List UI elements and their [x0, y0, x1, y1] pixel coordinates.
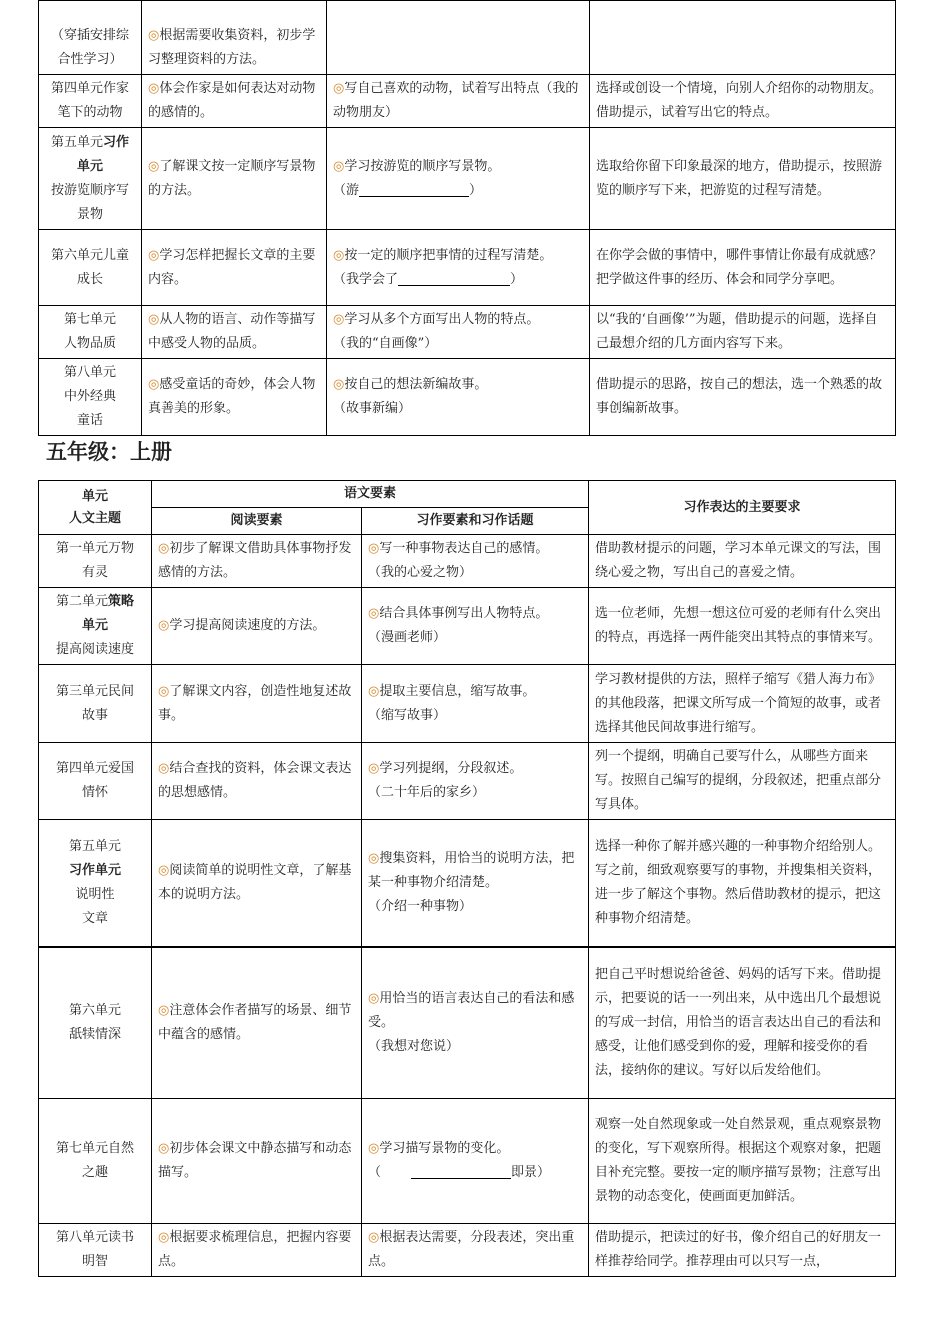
requirement-cell: 选取给你留下印象最深的地方，借助提示，按照游览的顺序写下来，把游览的过程写清楚。 [590, 128, 896, 230]
unit-cell: 第二单元策略 单元 提高阅读速度 [39, 588, 152, 665]
double-circle-icon: ◎ [148, 158, 160, 174]
grade4-table [38, 0, 896, 436]
double-circle-icon: ◎ [368, 1141, 380, 1156]
unit-cell: 第三单元民间 故事 [39, 665, 152, 743]
double-circle-icon: ◎ [148, 312, 160, 327]
double-circle-icon: ◎ [333, 247, 345, 263]
table-row [39, 128, 896, 230]
fill-blank [411, 1166, 511, 1179]
requirement-cell: 选择一种你了解并感兴趣的一种事物介绍给别人。写之前，细致观察要写的事物，并搜集相关资料，进一步了解这个事物。然后借助教材的提示，把这种事物介绍清楚。 [589, 820, 896, 947]
grade5-table [38, 480, 896, 1277]
double-circle-icon: ◎ [148, 28, 160, 43]
reading-cell: ◎根据需要收集资料，初步学习整理资料的方法。 [142, 1, 327, 75]
double-circle-icon: ◎ [368, 541, 380, 556]
double-circle-icon: ◎ [368, 990, 380, 1006]
elements-header: 语文要素 [152, 481, 589, 508]
requirement-cell: 借助提示，把读过的好书，像介绍自己的好朋友一样推荐给同学。推荐理由可以只写一点， [589, 1224, 896, 1277]
table-row [39, 535, 896, 588]
table-row [39, 75, 896, 128]
writing-cell [327, 1, 590, 75]
double-circle-icon: ◎ [158, 618, 170, 633]
requirement-cell: 把自己平时想说给爸爸、妈妈的话写下来。借助提示，把要说的话一一列出来，从中选出几个最想说的写成一封信，用恰当的语言表达出自己的看法和感受，让他们感受到你的爱，理解和接受你的看法，接纳你的建议。写好以后发给他们。 [589, 947, 896, 1099]
requirement-cell: 选一位老师，先想一想这位可爱的老师有什么突出的特点，再选择一两件能突出其特点的事情来写。 [589, 588, 896, 665]
fill-blank [359, 184, 469, 197]
double-circle-icon: ◎ [158, 761, 170, 776]
requirement-cell: 借助提示的思路，按自己的想法，选一个熟悉的故事创编新故事。 [590, 359, 896, 436]
unit-cell: 第四单元作家 笔下的动物 [39, 75, 142, 128]
double-circle-icon: ◎ [368, 606, 380, 621]
requirement-cell: 选择或创设一个情境，向别人介绍你的动物朋友。借助提示，试着写出它的特点。 [590, 75, 896, 128]
table-row [39, 1099, 896, 1224]
unit-cell: 第八单元读书 明智 [39, 1224, 152, 1277]
double-circle-icon: ◎ [368, 1230, 380, 1245]
table-row [39, 947, 896, 1099]
double-circle-icon: ◎ [368, 850, 380, 866]
unit-cell: 第一单元万物 有灵 [39, 535, 152, 588]
unit-cell: 第八单元 中外经典 童话 [39, 359, 142, 436]
double-circle-icon: ◎ [158, 541, 170, 556]
requirement-cell: 以“我的‘自画像’”为题，借助提示的问题，选择自己最想介绍的几方面内容写下来。 [590, 306, 896, 359]
unit-header: 单元 人文主题 [39, 481, 152, 535]
reading-cell: ◎了解课文内容，创造性地复述故事。 [152, 665, 362, 743]
reading-cell: ◎感受童话的奇妙，体会人物真善美的形象。 [142, 359, 327, 436]
table-row [39, 665, 896, 743]
writing-cell: ◎按一定的顺序把事情的过程写清楚。 （我学会了 ） [327, 230, 590, 306]
table-row [39, 820, 896, 947]
double-circle-icon: ◎ [148, 247, 160, 263]
double-circle-icon: ◎ [333, 81, 345, 96]
reading-cell: ◎根据要求梳理信息，把握内容要点。 [152, 1224, 362, 1277]
requirement-cell [590, 1, 896, 75]
unit-cell: 第六单元 舐犊情深 [39, 947, 152, 1099]
table-row [39, 1, 896, 75]
requirement-header: 习作表达的主要要求 [589, 481, 896, 535]
unit-cell: 第六单元儿童 成长 [39, 230, 142, 306]
reading-cell: ◎体会作家是如何表达对动物的感情的。 [142, 75, 327, 128]
table-row [39, 1224, 896, 1277]
double-circle-icon: ◎ [148, 81, 160, 96]
reading-cell: ◎学习怎样把握长文章的主要内容。 [142, 230, 327, 306]
double-circle-icon: ◎ [368, 683, 380, 699]
double-circle-icon: ◎ [158, 862, 170, 878]
double-circle-icon: ◎ [158, 1230, 170, 1245]
double-circle-icon: ◎ [368, 761, 380, 776]
unit-cell: 第七单元 人物品质 [39, 306, 142, 359]
header-row [39, 481, 896, 508]
requirement-cell: 列一个提纲，明确自己要写什么，从哪些方面来写。按照自己编写的提纲，分段叙述，把重点部分写具体。 [589, 743, 896, 820]
double-circle-icon: ◎ [158, 1002, 170, 1018]
unit-cell: 第七单元自然 之趣 [39, 1099, 152, 1224]
table-row [39, 743, 896, 820]
reading-cell: ◎结合查找的资料，体会课文表达的思想感情。 [152, 743, 362, 820]
unit-cell: （穿插安排综 合性学习） [39, 1, 142, 75]
double-circle-icon: ◎ [158, 1141, 170, 1156]
requirement-cell: 借助教材提示的问题，学习本单元课文的写法，围绕心爱之物，写出自己的喜爱之情。 [589, 535, 896, 588]
reading-cell: ◎了解课文按一定顺序写景物的方法。 [142, 128, 327, 230]
double-circle-icon: ◎ [333, 312, 345, 327]
section-title: 五年级：上册 [46, 440, 172, 464]
writing-header: 习作要素和习作话题 [362, 508, 589, 535]
reading-cell: ◎学习提高阅读速度的方法。 [152, 588, 362, 665]
table-row [39, 306, 896, 359]
writing-cell: ◎学习按游览的顺序写景物。 （游 ） [327, 128, 590, 230]
double-circle-icon: ◎ [148, 377, 160, 392]
writing-cell: ◎写一种事物表达自己的感情。 （我的心爱之物） [362, 535, 589, 588]
reading-header: 阅读要素 [152, 508, 362, 535]
writing-cell: ◎根据表达需要，分段表述，突出重点。 [362, 1224, 589, 1277]
writing-cell: ◎提取主要信息，缩写故事。 （缩写故事） [362, 665, 589, 743]
writing-cell: ◎学习从多个方面写出人物的特点。 （我的“自画像”） [327, 306, 590, 359]
writing-cell: ◎学习描写景物的变化。 （ 即景） [362, 1099, 589, 1224]
writing-cell: ◎结合具体事例写出人物特点。 （漫画老师） [362, 588, 589, 665]
unit-cell: 第五单元 习作单元 说明性 文章 [39, 820, 152, 947]
requirement-cell: 学习教材提供的方法，照样子缩写《猎人海力布》的其他段落，把课文所写成一个简短的故事，或者选择其他民间故事进行缩写。 [589, 665, 896, 743]
double-circle-icon: ◎ [333, 158, 345, 174]
writing-cell: ◎用恰当的语言表达自己的看法和感受。 （我想对您说） [362, 947, 589, 1099]
writing-cell: ◎学习列提纲，分段叙述。 （二十年后的家乡） [362, 743, 589, 820]
writing-cell: ◎写自己喜欢的动物，试着写出特点（我的动物朋友） [327, 75, 590, 128]
requirement-cell: 在你学会做的事情中，哪件事情让你最有成就感？把学做这件事的经历、体会和同学分享吧。 [590, 230, 896, 306]
reading-cell: ◎阅读简单的说明性文章，了解基本的说明方法。 [152, 820, 362, 947]
writing-cell: ◎按自己的想法新编故事。 （故事新编） [327, 359, 590, 436]
reading-cell: ◎初步了解课文借助具体事物抒发感情的方法。 [152, 535, 362, 588]
table-row [39, 230, 896, 306]
table-row [39, 359, 896, 436]
double-circle-icon: ◎ [158, 683, 170, 699]
unit-cell: 第四单元爱国 情怀 [39, 743, 152, 820]
unit-cell: 第五单元习作 单元 按游览顺序写 景物 [39, 128, 142, 230]
table-row [39, 588, 896, 665]
requirement-cell: 观察一处自然现象或一处自然景观，重点观察景物的变化，写下观察所得。根据这个观察对象，把题目补充完整。要按一定的顺序描写景物；注意写出景物的动态变化，使画面更加鲜活。 [589, 1099, 896, 1224]
writing-cell: ◎搜集资料，用恰当的说明方法，把某一种事物介绍清楚。 （介绍一种事物） [362, 820, 589, 947]
reading-cell: ◎初步体会课文中静态描写和动态描写。 [152, 1099, 362, 1224]
reading-cell: ◎注意体会作者描写的场景、细节中蕴含的感情。 [152, 947, 362, 1099]
fill-blank [398, 273, 510, 286]
double-circle-icon: ◎ [333, 377, 345, 392]
reading-cell: ◎从人物的语言、动作等描写中感受人物的品质。 [142, 306, 327, 359]
